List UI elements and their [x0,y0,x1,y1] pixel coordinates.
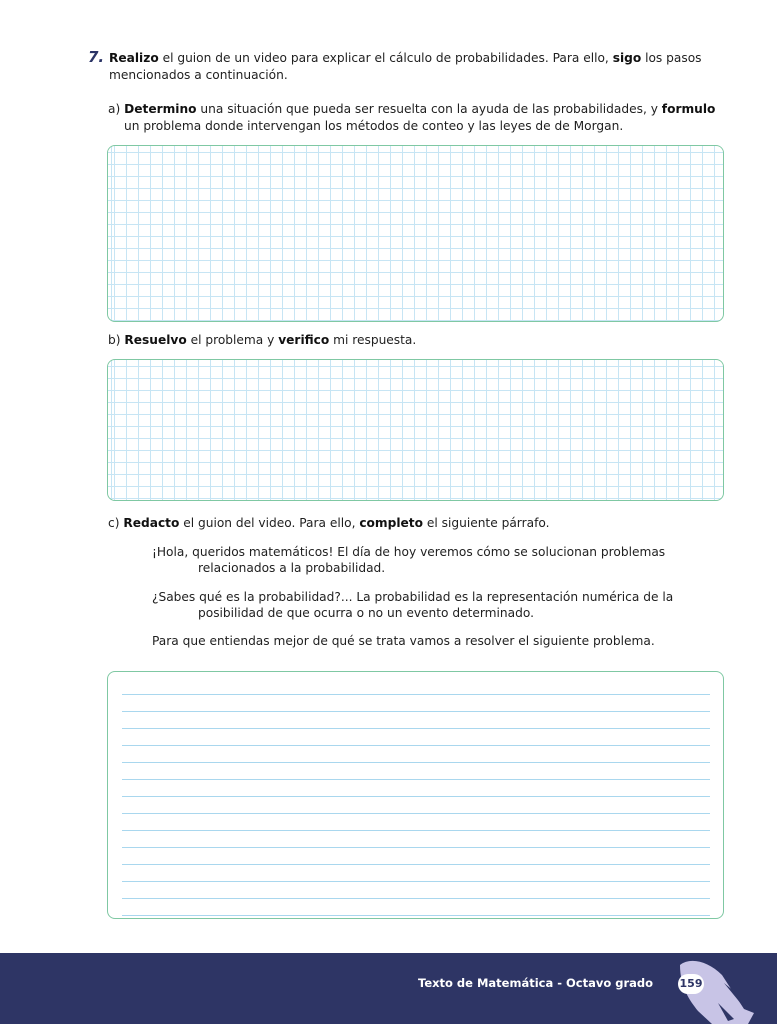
exercise-text-1: el guion de un video para explicar el cálculo de probabilidades. Para ello, [158,51,613,65]
page-number: 159 [678,974,704,994]
part-b-text-2: mi respuesta. [329,333,417,347]
part-c-letter: c) [108,516,124,530]
keyword-realizo: Realizo [109,51,159,65]
exercise-instructions [109,50,728,84]
part-c-text-1: el guion del video. Para ello, [179,516,360,530]
exercise-text-2: los pasos mencionados a continuación. [109,51,702,82]
part-a-text-2: un problema donde intervengan los métodos de conteo y las leyes de de Morgan. [124,119,624,133]
part-a-letter: a) [108,102,125,116]
script-paragraph-1-line-1: ¡Hola, queridos matemáticos! El día de hoy veremos cómo se solucionan problemas [152,545,666,559]
script-paragraph-2-line-1: ¿Sabes qué es la probabilidad?... La probabilidad es la representación numérica de la [152,590,674,604]
part-b-letter: b) [108,333,125,347]
rocket-icon [650,953,760,1024]
script-paragraph-2 [152,589,712,621]
script-paragraph-2-line-2: posibilidad de que ocurra o no un evento determinado. [198,606,534,620]
keyword-redacto: Redacto [123,516,180,530]
script-paragraph-3 [152,633,712,649]
part-c-text-2: el siguiente párrafo. [423,516,550,530]
page-footer [0,953,777,1024]
part-a-instructions [108,101,728,135]
exercise-number: 7. [88,48,105,66]
part-a-text-1: una situación que pueda ser resuelta con la ayuda de las probabilidades, y [196,102,662,116]
part-b-text-1: el problema y [186,333,279,347]
script-paragraph-1 [152,544,712,576]
answer-lines-c[interactable] [107,671,724,919]
keyword-verifico: verifico [278,333,330,347]
footer-title: Texto de Matemática - Octavo grado [418,976,654,990]
keyword-sigo: sigo [612,51,642,65]
keyword-resuelvo: Resuelvo [124,333,187,347]
script-paragraph-3-text: Para que entiendas mejor de qué se trata vamos a resolver el siguiente problema. [152,634,655,648]
exercise-7 [88,50,728,84]
script-paragraph-1-line-2: relacionados a la probabilidad. [198,561,386,575]
answer-grid-b[interactable] [107,359,724,501]
part-b-instructions [108,332,728,349]
answer-grid-a[interactable] [107,145,724,322]
part-c-instructions [108,515,728,532]
keyword-completo: completo [359,516,423,530]
keyword-determino: Determino [124,102,197,116]
keyword-formulo: formulo [661,102,716,116]
